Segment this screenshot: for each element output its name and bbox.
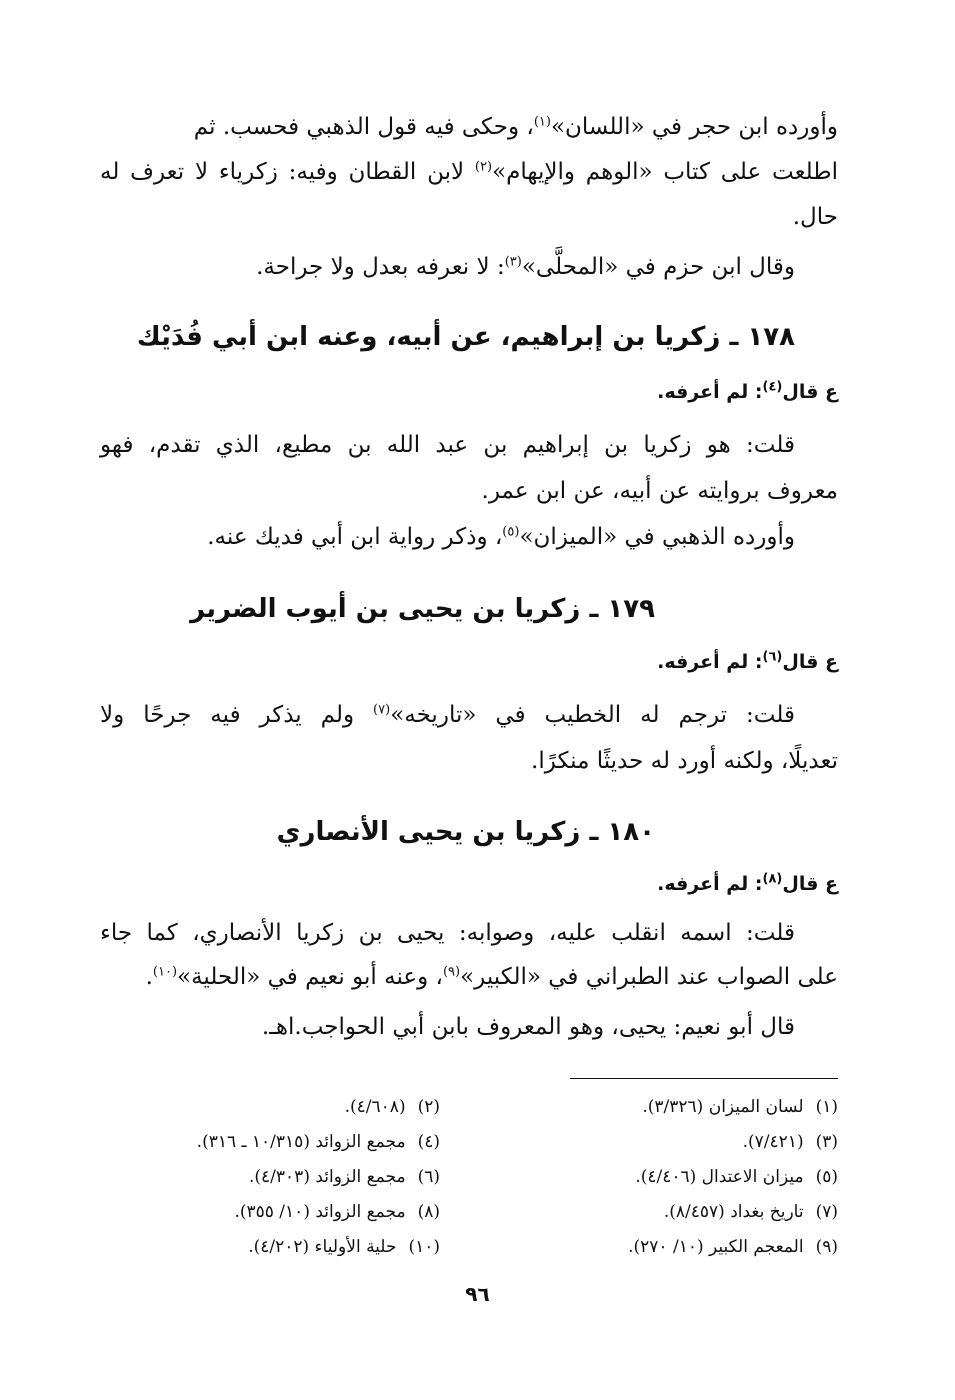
footnote-ref: (٢) [474,159,493,175]
footnote-text: ميزان الاعتدال (٤/٤٠٦). [635,1167,804,1187]
entry-heading: ١٧٩ ـ زكريا بن يحيى بن أيوب الضرير [190,594,655,624]
body-line: قلت: هو زكريا بن إبراهيم بن عبد الله بن مطيع، الذي تقدم، فهو [100,432,795,458]
ain-marker: ع [825,651,838,673]
footnote-ref: (٩) [442,964,461,980]
body-text: : لا نعرفه بعدل ولا جراحة. [256,254,505,280]
ain-marker: ع [825,873,838,895]
footnote-ref: (١٠) [152,964,178,980]
body-text: وقال ابن حزم في «المحلَّى» [521,254,795,280]
footnote-number: (٩) [815,1237,838,1257]
body-text: قلت: ترجم له الخطيب في «تاريخه» [390,702,796,728]
qal-label: قال [782,651,819,673]
footnote-ref: (٥) [502,524,520,540]
footnote-number: (٦) [417,1167,440,1187]
footnote [248,1236,440,1258]
body-text: . [145,964,153,990]
body-line [256,252,795,282]
footnote [345,1096,440,1118]
body-line [194,112,838,142]
footnote [642,1096,838,1118]
footnote [743,1131,838,1153]
footnote-text: حلية الأولياء (٤/٢٠٢). [248,1237,397,1257]
body-text: وأورده الذهبي في «الميزان» [519,524,795,550]
footnote-text: تاريخ بغداد (٨/٤٥٧). [663,1202,804,1222]
footnote-text: مجمع الزوائد (١٠/٣١٥ ـ ٣١٦). [196,1132,406,1152]
qal-line [657,648,838,676]
footnote-text: مجمع الزوائد (٤/٣٠٣). [249,1167,406,1187]
footnote-ref: (٦) [762,649,783,665]
footnote-ref: (٨) [762,871,783,887]
body-line [100,700,795,730]
footnote-separator [570,1078,838,1079]
body-line [207,522,795,552]
body-text: ولم يذكر فيه جرحًا ولا [100,702,374,728]
entry-heading: ١٧٨ ـ زكريا بن إبراهيم، عن أبيه، وعنه ابن أبي فُدَيْك [136,322,795,352]
body-text: لابن القطان وفيه: زكرياء لا تعرف له [100,159,475,185]
footnote-text: (٧/٤٢١). [742,1132,804,1152]
qal-text: : لم أعرفه. [657,651,763,673]
footnote-text: (٤/٦٠٨). [344,1097,406,1117]
footnote-number: (٨) [417,1202,440,1222]
footnote-text: لسان الميزان (٣/٣٢٦). [642,1097,804,1117]
footnote [249,1166,440,1188]
body-line [100,157,838,187]
body-text: ، وحكى فيه قول الذهبي فحسب. ثم [193,114,534,140]
footnote [664,1201,838,1223]
footnote-text: مجمع الزوائد (١٠/ ٣٥٥). [234,1202,406,1222]
qal-line [657,870,838,898]
body-line: قلت: اسمه انقلب عليه، وصوابه: يحيى بن زكريا الأنصاري، كما جاء [100,920,795,946]
footnote-number: (١) [815,1097,838,1117]
footnote-ref: (٣) [504,254,522,270]
qal-text: : لم أعرفه. [657,873,763,895]
body-line: تعديلًا، ولكنه أورد له حديثًا منكرًا. [531,748,838,774]
footnote [628,1236,838,1258]
body-line [793,202,838,232]
body-text: ، وعنه أبو نعيم في «الحلية» [177,964,443,990]
footnote-number: (٥) [815,1167,838,1187]
qal-label: قال [782,381,819,403]
body-text: حال. [792,204,838,230]
footnote-number: (٧) [815,1202,838,1222]
footnote-number: (١٠) [408,1237,440,1257]
qal-line [657,378,838,406]
body-line: قال أبو نعيم: يحيى، وهو المعروف بابن أبي الحواجب.اهـ. [261,1014,795,1040]
footnote-ref: (٧) [373,702,391,718]
body-text: على الصواب عند الطبراني في «الكبير» [460,964,838,990]
body-line [146,962,838,992]
footnote-ref: (٤) [762,379,783,395]
footnote-number: (٣) [815,1132,838,1152]
page-number: ٩٦ [465,1282,490,1306]
qal-text: : لم أعرفه. [657,381,763,403]
entry-heading: ١٨٠ ـ زكريا بن يحيى الأنصاري [276,817,655,847]
footnote-text: المعجم الكبير (١٠/ ٢٧٠). [628,1237,804,1257]
footnote [234,1201,440,1223]
footnote [635,1166,838,1188]
body-text: ، وذكر رواية ابن أبي فديك عنه. [207,524,503,550]
qal-label: قال [782,873,819,895]
body-text: وأورده ابن حجر في «اللسان» [550,114,838,140]
body-text: اطلعت على كتاب «الوهم والإيهام» [492,159,838,185]
footnote-ref: (١) [533,114,551,130]
footnote-number: (٤) [417,1132,440,1152]
footnote [197,1131,440,1153]
ain-marker: ع [825,381,838,403]
footnote-number: (٢) [417,1097,440,1117]
body-line: معروف بروايته عن أبيه، عن ابن عمر. [481,478,838,504]
